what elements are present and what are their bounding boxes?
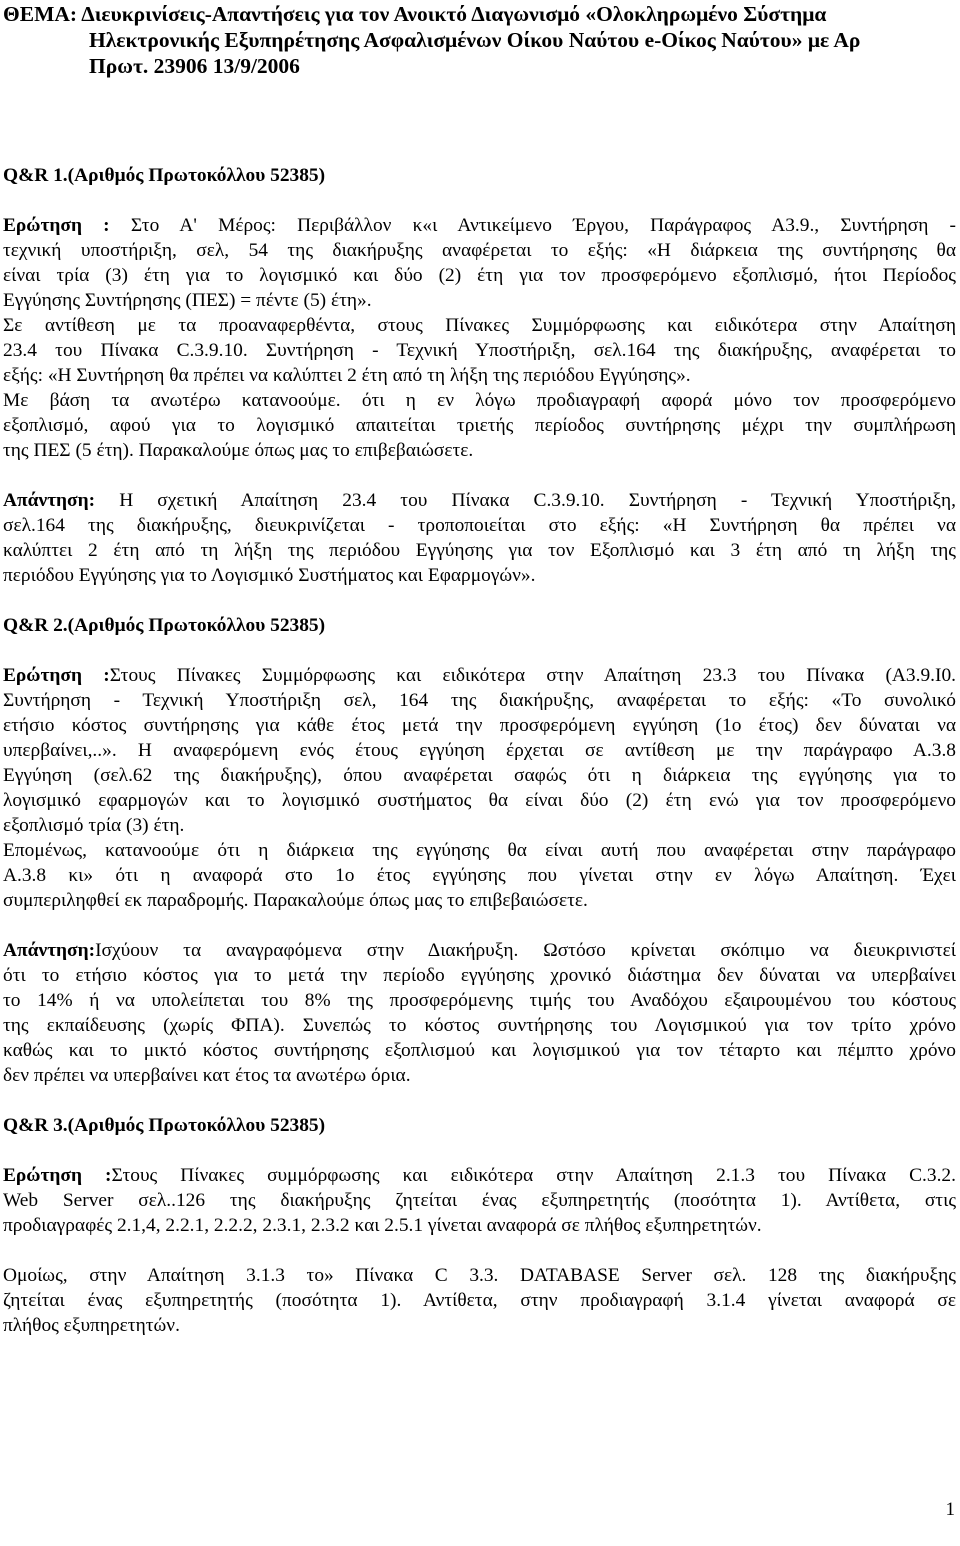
qa2-question-label: Ερώτηση :: [3, 665, 110, 686]
qa3-question-text: Στους Πίνακες συμμόρφωσης και ειδικότερα στην Απαίτηση 2.1.3 του Πίνακα C.3.2.: [111, 1165, 956, 1186]
qa2-question-line: εξοπλισμό τρία (3) έτη.: [3, 815, 185, 836]
qa1-question-text: Στο Α' Μέρος: Περιβάλλον κ«ι Αντικείμενο Έργου, Παράγραφος Α3.9., Συντήρηση -: [130, 215, 956, 236]
title-line-3: Πρωτ. 23906 13/9/2006: [89, 54, 300, 78]
qa3-followup: [3, 1263, 956, 1338]
title-line-1: ΘΕΜΑ: Διευκρινίσεις-Απαντήσεις για τον Ανοικτό Διαγωνισμό «Ολοκληρωμένο Σύστημα: [3, 2, 827, 26]
qa2-question-line: Επομένως, κατανοούμε ότι η διάρκεια της εγγύησης θα είναι αυτή που αναφέρεται στην παράγραφο: [3, 840, 956, 861]
spacer: [3, 188, 956, 213]
qa2-answer-line: [3, 938, 956, 963]
page-number: 1: [945, 1499, 955, 1520]
qa3-question-line: Web Server σελ..126 της διακήρυξης ζητείται ένας εξυπηρετητής (ποσότητα 1). Αντίθετα, στις: [3, 1190, 956, 1211]
qa1-question-label: Ερώτηση :: [3, 215, 131, 236]
qa1-question-line: είναι τρία (3) έτη για το λογισμικό και δύο (2) έτη για τον προσφερόμενο εξοπλισμό, ήτοι Περίοδος: [3, 265, 956, 286]
qa3-question-line: [3, 1163, 956, 1188]
qa2-answer-line: δεν πρέπει να υπερβαίνει κατ έτος τα ανωτέρω όρια.: [3, 1065, 411, 1086]
qa1-answer-text: Η σχετική Απαίτηση 23.4 του Πίνακα C.3.9.10. Συντήρηση - Τεχνική Υποστήριξη,: [119, 490, 956, 511]
qa3-question: [3, 1163, 956, 1238]
spacer: [3, 913, 956, 938]
qa3-followup-line: ζητείται ένας εξυπηρετητής (ποσότητα 1). Αντίθετα, στην προδιαγραφή 3.1.4 γίνεται αναφορά σε: [3, 1290, 956, 1311]
qa2-question-text: Στους Πίνακες Συμμόρφωσης και ειδικότερα στην Απαίτηση 23.3 του Πίνακα (Α3.9.Ι0.: [109, 665, 956, 686]
spacer: [3, 638, 956, 663]
qa1-answer-label: Απάντηση:: [3, 490, 120, 511]
qa3-heading: Q&R 3.(Αριθμός Πρωτοκόλλου 52385): [3, 1115, 326, 1136]
qa1-question-line: τεχνική υποστήριξη, σελ, 54 της διακήρυξης αναφέρεται το εξής: «Η διάρκεια της συντήρησης θα: [3, 240, 956, 261]
qa2-answer-label: Απάντηση:: [3, 940, 96, 961]
qa1-answer-line: [3, 488, 956, 513]
qa1-question-line: Εγγύησης Συντήρησης (ΠΕΣ) = πέντε (5) έτη».: [3, 290, 372, 311]
qa3-followup-line: Ομοίως, στην Απαίτηση 3.1.3 το» Πίνακα C 3.3. DATABASE Server σελ. 128 της διακήρυξης: [3, 1265, 956, 1286]
qa2-question-line: Εγγύηση (σελ.62 της διακήρυξης), όπου αναφέρεται σαφώς ότι η διάρκεια της εγγύησης για το: [3, 765, 956, 786]
qa3-question-label: Ερώτηση :: [3, 1165, 112, 1186]
qa2-question-line: ετήσιο κόστος συντήρησης για κάθε έτος μετά την προσφερόμενη εγγύηση (1ο έτος) δεν δύναται να: [3, 715, 956, 736]
qa2-question-line: υπερβαίνει,..». Η αναφερόμενη ενός έτους εγγύηση έρχεται σε αντίθεση με την παράγραφο Α.3.8: [3, 740, 956, 761]
qa1-question-line: της ΠΕΣ (5 έτη). Παρακαλούμε όπως μας το επιβεβαιώσετε.: [3, 440, 474, 461]
spacer: [3, 463, 956, 488]
qa2-answer-line: ότι το ετήσιο κόστος για το μετά την περίοδο εγγύησης χρονικό διάστημα δεν δύναται να υπερβαίνει: [3, 965, 956, 986]
qa1-answer-line: καλύπτει 2 έτη από τη λήξη της περιόδου Εγγύησης για τον Εξοπλισμό και 3 έτη από τη λήξη της: [3, 540, 956, 561]
spacer: [3, 588, 956, 613]
qa2-answer-line: το 14% ή να υπολείπεται του 8% της προσφερόμενης τιμής του Αναδόχου εξαιρουμένου του κόστους: [3, 990, 956, 1011]
qa1-answer-line: σελ.164 της διακήρυξης, διευκρινίζεται - τροποποιείται στο εξής: «Η Συντήρηση θα πρέπει να: [3, 515, 956, 536]
qa1-question: [3, 213, 956, 463]
qa2-answer-line: καθώς και το μικτό κόστος συντήρησης εξοπλισμού και λογισμικού για τον τέταρτο και πέμπτο χρόνο: [3, 1040, 956, 1061]
qa2-question-line: Συντήρηση - Τεχνική Υποστήριξη σελ, 164 της διακήρυξης, αναφέρεται το εξής: «Το συνολικό: [3, 690, 956, 711]
qa2-heading: Q&R 2.(Αριθμός Πρωτοκόλλου 52385): [3, 615, 326, 636]
qa1-question-line: 23.4 του Πίνακα C.3.9.10. Συντήρηση - Τεχνική Υποστήριξη, σελ.164 της διακήρυξης, αναφέρεται το: [3, 340, 956, 361]
title-line-2: Ηλεκτρονικής Εξυπηρέτησης Ασφαλισμένων Οίκου Ναύτου e-Οίκος Ναύτου» με Αρ: [89, 28, 861, 52]
spacer: [3, 1138, 956, 1163]
qa2-answer: [3, 938, 956, 1088]
qa1-answer-line: περιόδου Εγγύησης για το Λογισμικό Συστήματος και Εφαρμογών».: [3, 565, 536, 586]
spacer: [3, 1238, 956, 1263]
qa1-question-line: εξής: «Η Συντήρηση θα πρέπει να καλύπτει 2 έτη από τη λήξη της περιόδου Εγγύησης».: [3, 365, 691, 386]
document-body: [3, 163, 956, 1338]
qa1-question-line: Σε αντίθεση με τα προαναφερθέντα, στους Πίνακες Συμμόρφωσης και ειδικότερα στην Απαίτηση: [3, 315, 956, 336]
qa3-question-line: προδιαγραφές 2.1,4, 2.2.1, 2.2.2, 2.3.1, 2.3.2 και 2.5.1 γίνεται αναφορά σε πλήθος εξυπηρετητών.: [3, 1215, 762, 1236]
qa2-answer-line: της εκπαίδευσης (χωρίς ΦΠΑ). Συνεπώς το κόστος συντήρησης του Λογισμικού για τον τρίτο χρόνο: [3, 1015, 956, 1036]
qa2-question-line: [3, 663, 956, 688]
qa1-heading: Q&R 1.(Αριθμός Πρωτοκόλλου 52385): [3, 165, 326, 186]
qa2-question-line: Α.3.8 κι» ότι η αναφορά στο 1ο έτος εγγύησης που γίνεται στην εν λόγω Απαίτηση. Έχει: [3, 865, 956, 886]
qa3-followup-line: πλήθος εξυπηρετητών.: [3, 1315, 180, 1336]
qa2-question-line: συμπεριληφθεί εκ παραδρομής. Παρακαλούμε όπως μας το επιβεβαιώσετε.: [3, 890, 588, 911]
qa2-question-line: λογισμικό εφαρμογών και το λογισμικό συστήματος θα είναι δύο (2) έτη ενώ για τον προσφερόμενο: [3, 790, 956, 811]
qa1-question-line: εξοπλισμό, αφού για το λογισμικό απαιτείται τριετής περίοδος συντήρησης μέχρι την συμπλήρωση: [3, 415, 956, 436]
qa1-question-line: [3, 213, 956, 238]
qa1-question-line: Με βάση τα ανωτέρω κατανοούμε. ότι η εν λόγω προδιαγραφή αφορά μόνο τον προσφερόμενο: [3, 390, 956, 411]
qa2-answer-text: Ισχύουν τα αναγραφόμενα στην Διακήρυξη. Ωστόσο κρίνεται σκόπιμο να διευκρινιστεί: [95, 940, 956, 961]
qa1-answer: [3, 488, 956, 588]
qa2-question: [3, 663, 956, 913]
spacer: [3, 1088, 956, 1113]
document-title: [3, 1, 958, 79]
